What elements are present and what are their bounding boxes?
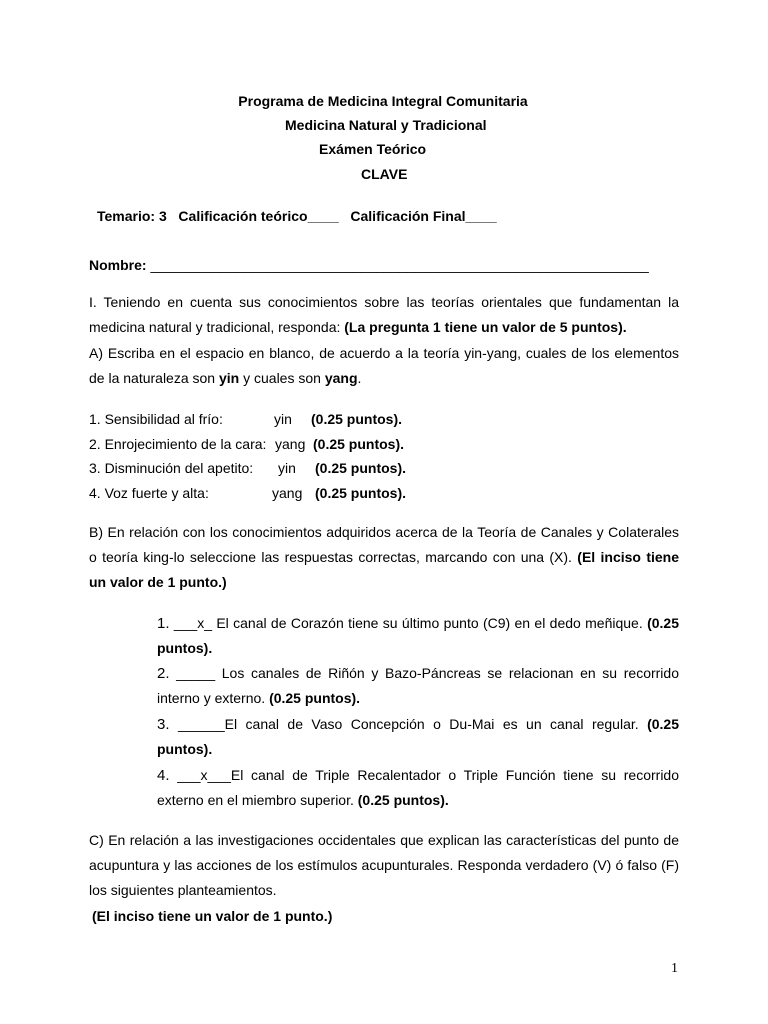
section-i-text: I. Teniendo en cuenta sus conocimientos sobre las teorías orientales que fundamentan la medicina natural y tradicional, responda:: [89, 294, 679, 335]
canal-item: [157, 712, 679, 762]
section-a-text: A) Escriba en el espacio en blanco, de acuerdo a la teoría yin-yang, cuales de los elementos de la naturaleza son: [89, 345, 679, 386]
item-points: (0.25 puntos).: [357, 792, 449, 808]
nombre-line: [89, 256, 649, 274]
section-a-period: .: [357, 370, 362, 386]
yinyang-item-points: (0.25 puntos).: [315, 460, 407, 476]
canal-item: [157, 661, 679, 711]
exam-title: Exámen Teórico: [319, 141, 427, 157]
section-b-value: (El inciso tiene un valor de 1 punto.): [89, 549, 679, 590]
yinyang-item-points: (0.25 puntos).: [311, 411, 403, 427]
yinyang-item-points: (0.25 puntos).: [315, 485, 407, 501]
section-c-instructions: C) En relación a las investigaciones occidentales que explican las características del punto de acupuntura y las acciones de los estímulos acupunturales. Responda verdadero (V) ó falso (F) los siguientes planteamientos.: [89, 832, 679, 898]
yin-word: yin: [218, 370, 240, 386]
yinyang-item-answer: yang: [275, 436, 306, 452]
nombre-blank: ________________________________________________________________: [150, 257, 649, 273]
section-c-value: (El inciso tiene un valor de 1 punto.): [92, 908, 333, 924]
item-number: 4.: [157, 767, 170, 784]
temario-line: Temario: 3 Calificación teórico____ Calificación Final____: [97, 208, 497, 224]
item-number: 2.: [157, 665, 170, 682]
yinyang-item-answer: yin: [278, 460, 296, 476]
section-b-instructions: [89, 520, 679, 595]
yinyang-item-label: 2. Enrojecimiento de la cara:: [89, 436, 267, 452]
key-title: CLAVE: [361, 166, 408, 182]
yinyang-item-label: 1. Sensibilidad al frío:: [89, 411, 223, 427]
yinyang-item-answer: yang: [272, 485, 303, 501]
yinyang-item-answer: yin: [274, 411, 292, 427]
item-text: ___x_ El canal de Corazón tiene su último punto (C9) en el dedo meñique.: [169, 615, 648, 631]
program-title: Programa de Medicina Integral Comunitaria: [238, 93, 528, 109]
canal-item: [157, 763, 679, 813]
item-points: (0.25 puntos).: [269, 690, 361, 706]
section-b-text: B) En relación con los conocimientos adquiridos acerca de la Teoría de Canales y Colaterales o teoría king-lo seleccione las respuestas correctas, marcando con una (X).: [89, 524, 679, 565]
nombre-label: Nombre:: [89, 257, 147, 273]
item-number: 1.: [157, 615, 170, 632]
item-text: ______El canal de Vaso Concepción o Du-Mai es un canal regular.: [169, 716, 648, 732]
canal-item: [157, 611, 679, 661]
section-i-value: (La pregunta 1 tiene un valor de 5 puntos).: [344, 319, 627, 335]
subject-title: Medicina Natural y Tradicional: [285, 117, 487, 133]
yang-word: yang: [324, 370, 358, 386]
item-points: (0.25 puntos).: [157, 716, 679, 757]
section-a-text-2: y cuales son: [239, 370, 325, 386]
item-text: _____ Los canales de Riñón y Bazo-Páncreas se relacionan en su recorrido interno y externo.: [157, 665, 679, 706]
yinyang-item-points: (0.25 puntos).: [313, 436, 405, 452]
item-points: (0.25 puntos).: [157, 615, 679, 656]
item-text: ___x___El canal de Triple Recalentador o Triple Función tiene su recorrido externo en el miembro superior.: [157, 767, 679, 808]
yinyang-item-label: 4. Voz fuerte y alta:: [89, 485, 209, 501]
section-i-intro: [89, 290, 679, 340]
section-a-instructions: [89, 341, 679, 391]
page-number: 1: [671, 961, 678, 976]
item-number: 3.: [157, 716, 170, 733]
yinyang-item-label: 3. Disminución del apetito:: [89, 460, 254, 476]
